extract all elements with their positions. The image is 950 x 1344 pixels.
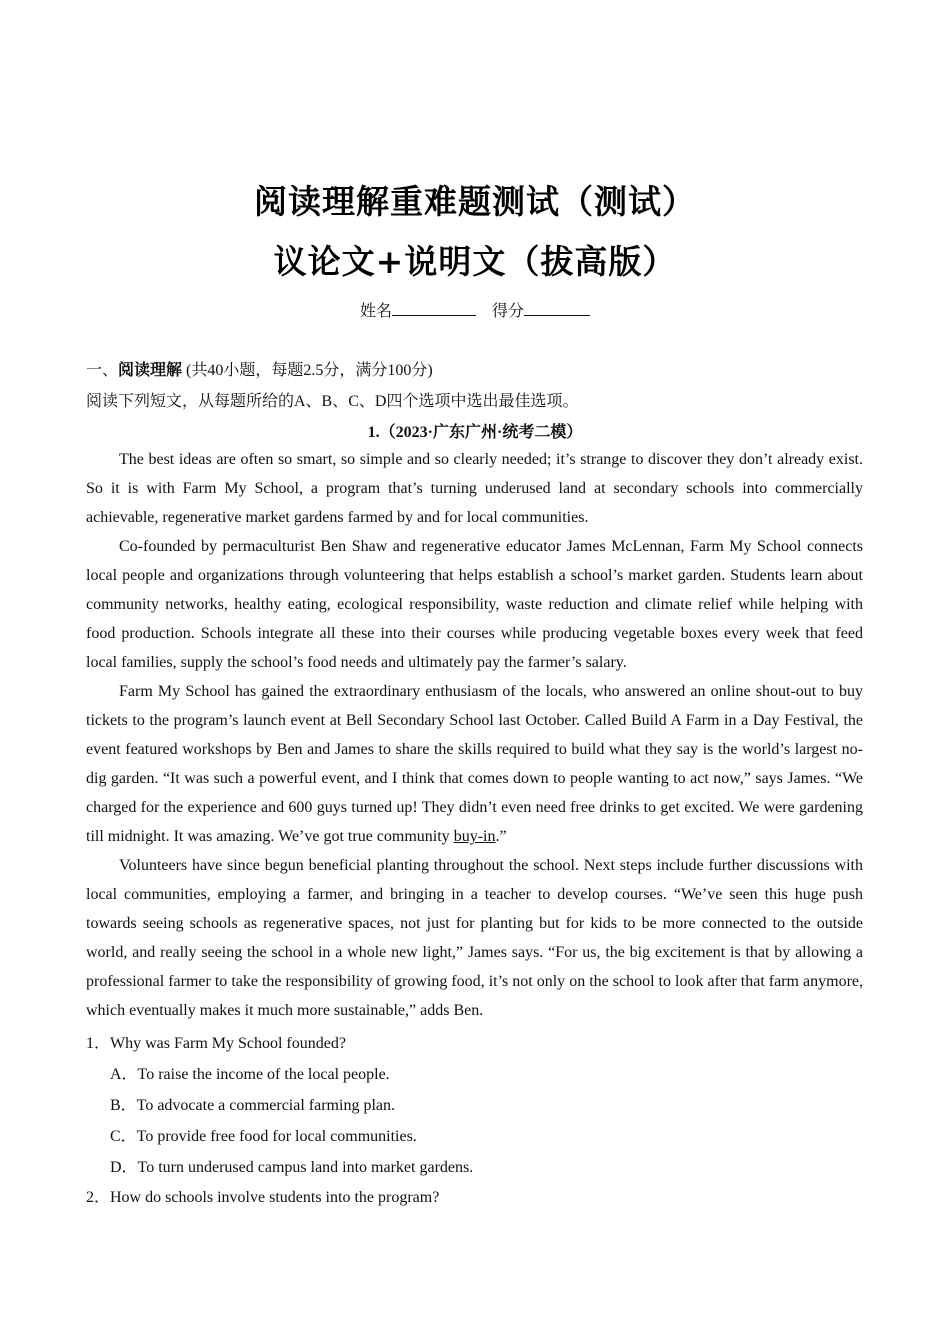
name-blank[interactable] — [392, 301, 476, 316]
question-stem: 2．How do schools involve students into the program? — [86, 1189, 440, 1206]
option-d[interactable]: D．To turn underused campus land into market gardens. — [110, 1159, 474, 1176]
paragraph-end: .” — [495, 828, 507, 845]
score-label: 得分 — [492, 303, 525, 320]
section-name: 阅读理解 — [118, 362, 183, 379]
section-heading — [86, 357, 433, 380]
passage-paragraph — [86, 677, 863, 851]
option-b[interactable]: B．To advocate a commercial farming plan. — [110, 1097, 395, 1114]
option-a[interactable]: A．To raise the income of the local people. — [110, 1066, 390, 1083]
underlined-term: buy-in — [453, 828, 496, 845]
section-instruction: 阅读下列短文，从每题所给的A、B、C、D四个选项中选出最佳选项。 — [86, 393, 579, 410]
passage-paragraph: The best ideas are often so smart, so simple and so clearly needed; it’s strange to discover they don’t already exist. So it is with Farm My School, a program that’s turning underused land at secondary schools into commercially achievable, regenerative market gardens farmed by and for local communities. — [86, 451, 863, 526]
name-label: 姓名 — [359, 303, 392, 320]
section-prefix: 一、 — [86, 362, 119, 379]
document-subtitle: 议论文+说明文（拔高版） — [273, 242, 677, 281]
section-detail: (共40小题，每题2.5分，满分100分) — [186, 362, 433, 379]
paragraph-text: Farm My School has gained the extraordinary enthusiasm of the locals, who answered an online shout-out to buy tickets to the program’s launch event at Bell Secondary School last October. Called Build A Farm in a Day Festival, the event featured workshops by Ben and James to share the skills required to build what they say is the world’s largest no-dig garden. “It was such a powerful event, and I think that comes down to people wanting to act now,” says James. “We charged for the experience and 600 guys turned up! They didn’t even need free drinks to get excited. We were gardening till midnight. It was amazing. We’ve got true community — [86, 683, 863, 845]
option-c[interactable]: C．To provide free food for local communities. — [110, 1128, 417, 1145]
passage-paragraph: Co-founded by permaculturist Ben Shaw and regenerative educator James McLennan, Farm My School connects local people and organizations through volunteering that helps establish a school’s market garden. Students learn about community networks, healthy eating, ecological responsibility, waste reduction and climate relief while helping with food production. Schools integrate all these into their courses while producing vegetable boxes every week that feed local families, supply the school’s food needs and ultimately pay the farmer’s salary. — [86, 538, 863, 671]
name-score-line — [0, 298, 950, 321]
question-stem: 1．Why was Farm My School founded? — [86, 1035, 346, 1052]
score-blank[interactable] — [524, 301, 590, 316]
question-group-heading: 1.（2023·广东广州·统考二模） — [367, 424, 583, 441]
document-title: 阅读理解重难题测试（测试） — [254, 182, 696, 221]
reading-passage — [86, 445, 863, 1025]
passage-paragraph: Volunteers have since begun beneficial planting throughout the school. Next steps include further discussions with local communities, employing a farmer, and bringing in a teacher to develop courses. “We’ve seen this huge push towards seeing schools as regenerative spaces, not just for planting but for kids to be more connected to the outside world, and really seeing the school in a whole new light,” James says. “For us, the big excitement is that by allowing a professional farmer to take the responsibility of growing food, it’s not only on the school to look after that farm anymore, which eventually makes it much more sustainable,” adds Ben. — [86, 857, 863, 1019]
